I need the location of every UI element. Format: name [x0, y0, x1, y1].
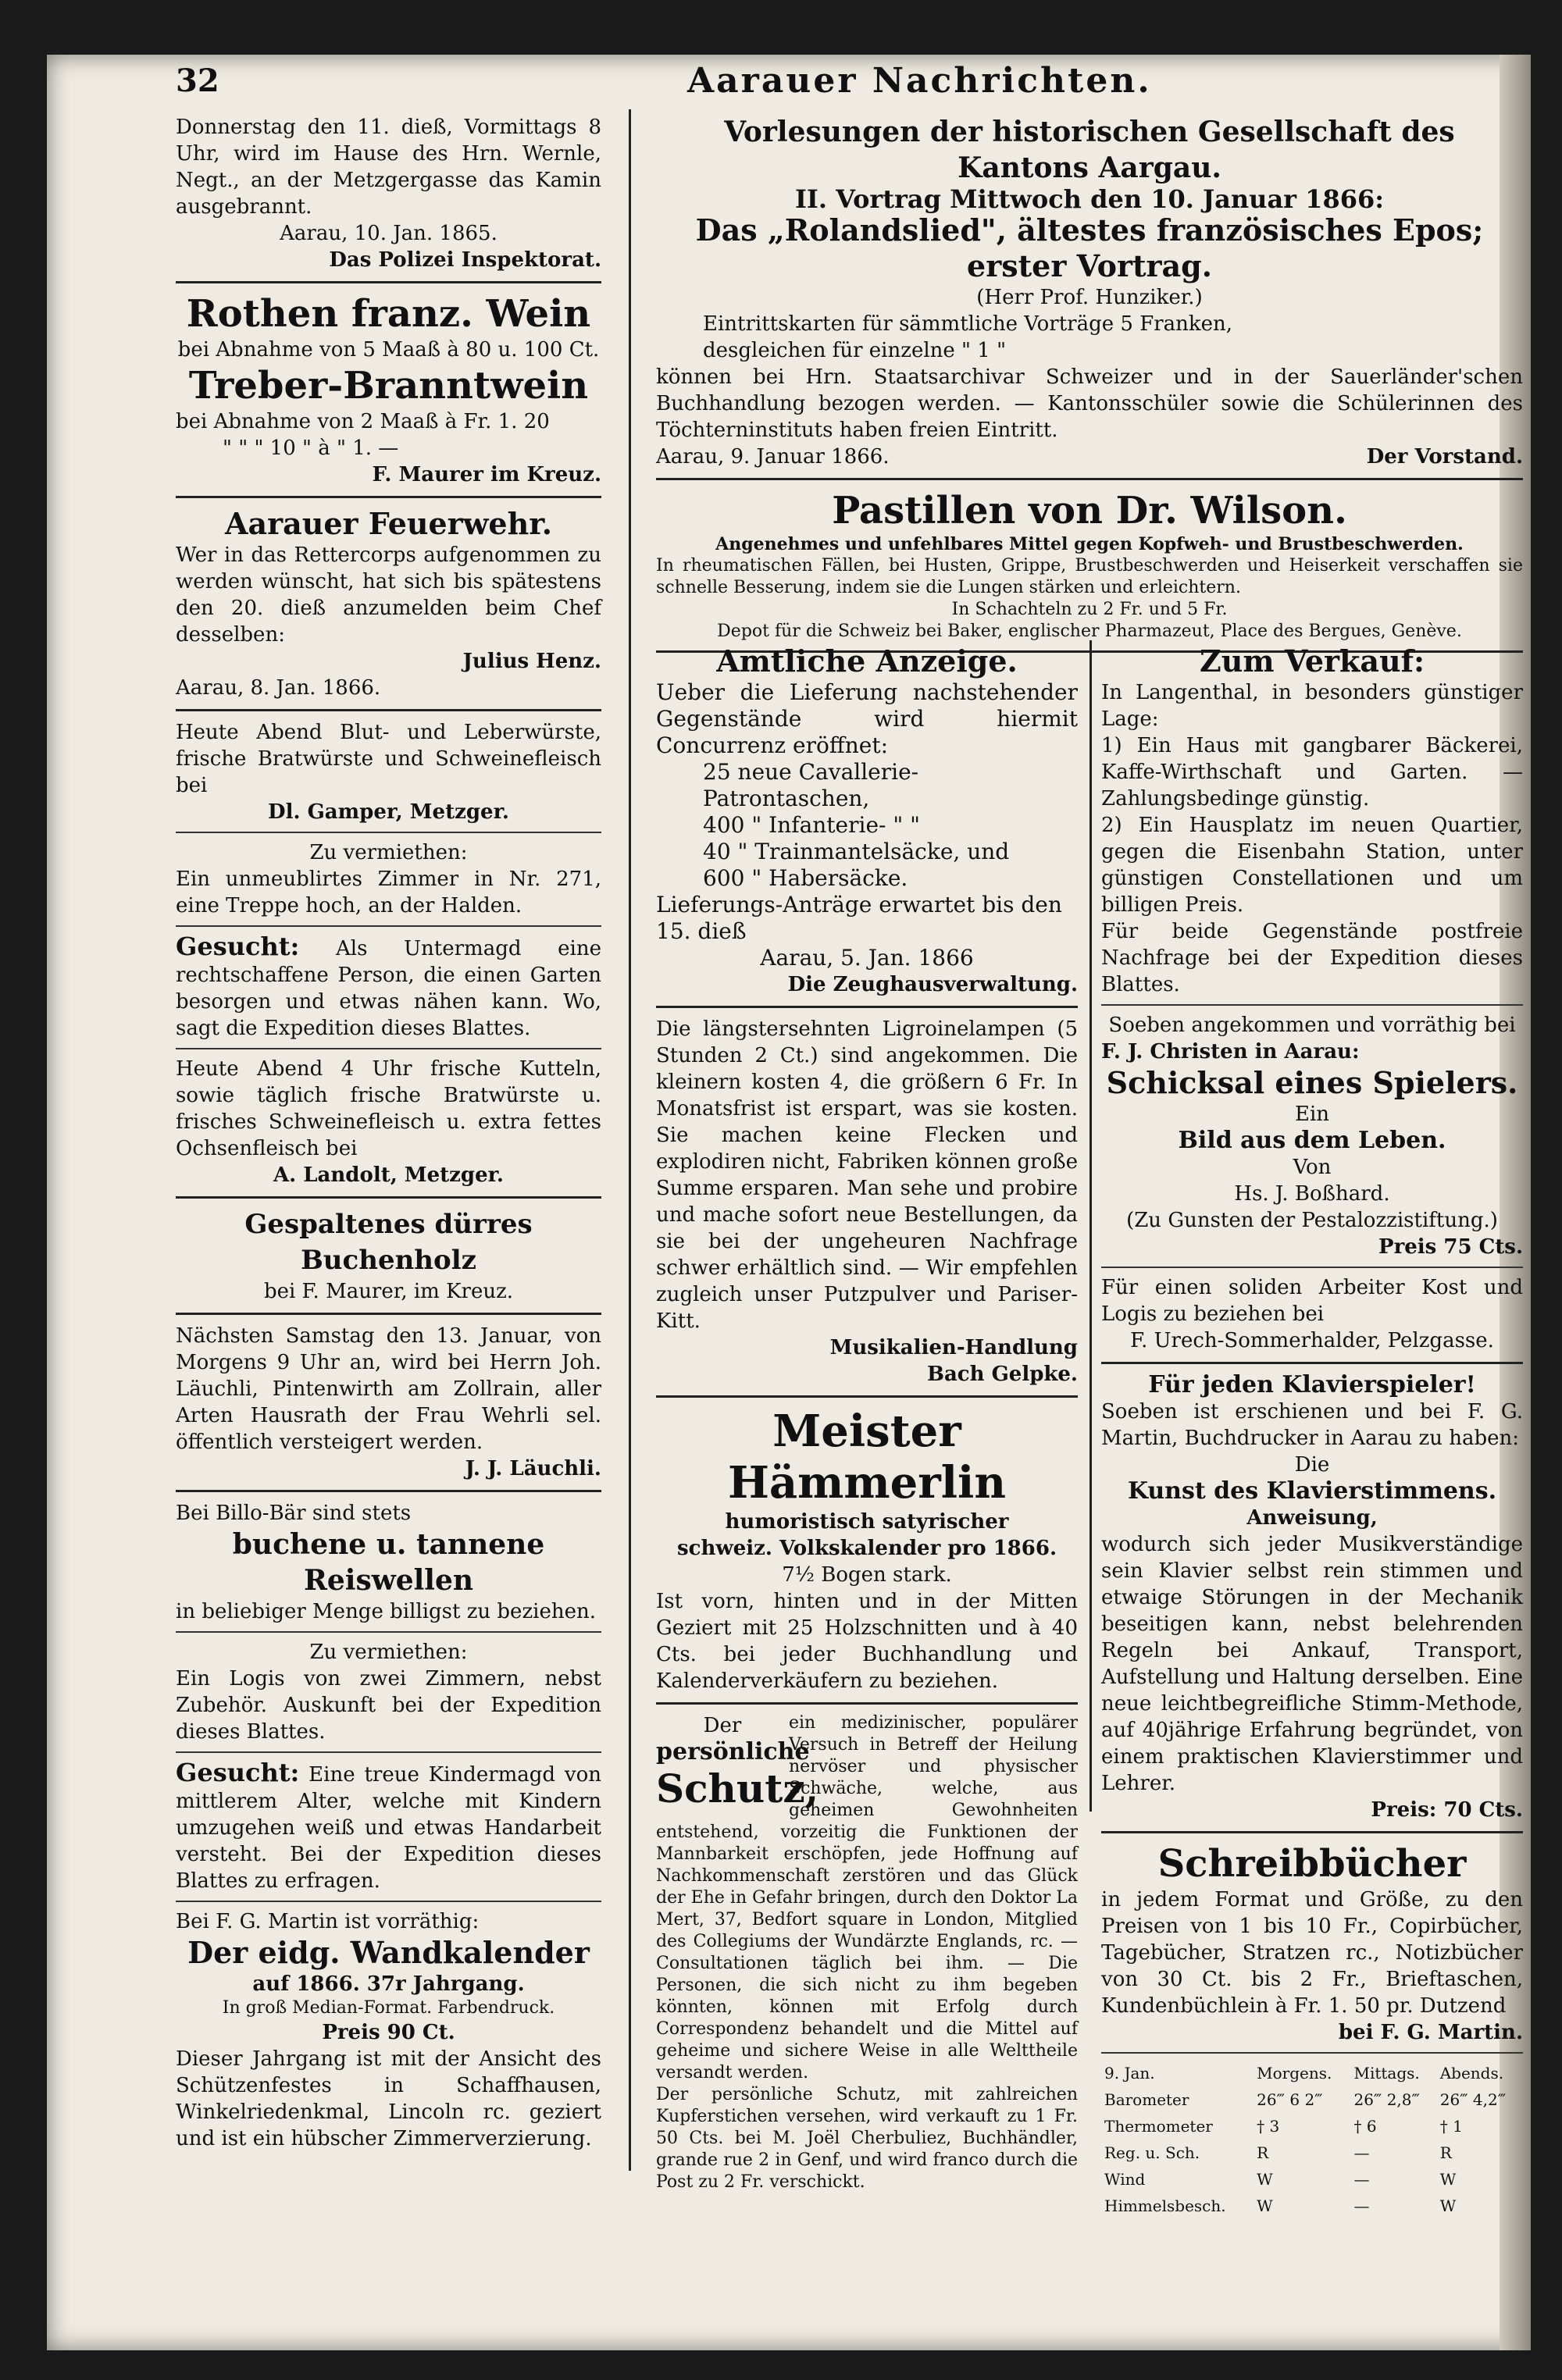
ad-date: Aarau, 5. Jan. 1866 [760, 945, 974, 971]
ad-signature: F. Maurer im Kreuz. [372, 463, 601, 486]
ad-text: Heute Abend 4 Uhr frische Kutteln, sowie täglich frische Bratwürste u. frisches Schweinefleisch u. extra fettes Ochsenfleisch bei [176, 1057, 601, 1160]
ad-price: Preis: 70 Cts. [1371, 1798, 1523, 1822]
ad-text: desgleichen für einzelne " 1 " [703, 339, 1007, 362]
ad-signature: Dl. Gamper, Metzger. [268, 800, 509, 824]
ad-title: Der eidg. Wandkalender [187, 1935, 590, 1970]
ad-head: Gesucht: [176, 1758, 300, 1787]
ad-description: wodurch sich jeder Musikverständige sein Klavier selbst rein stimmen und etwaige Störungen in der Mechanik beseitigen kann, nebst belehrenden Regeln bei Ankauf, Transport, Aufstellung und Haltung derselben. Eine neue leichtbegreifliche Stimm-Methode, auf 40jährige Erfahrung begründet, von einem praktischen Klavierstimmer und Lehrer. [1101, 1533, 1523, 1795]
column-2-right [1101, 639, 1523, 2219]
weather-cell: Reg. u. Sch. [1104, 2143, 1200, 2162]
ad-text: ein medizinischer, populärer Versuch in Betreff der Heilung nervöser und physischer Schwäche, welche, aus geheimen Gewohnheiten entstehend, vorzeitig die Funktionen der Mannbarkeit erschöpfen, jede Hoffnung auf Nachkommenschaft zerstören und das Glück der Ehe in Gefahr bringen, durch den Doktor La Mert, 37, Bedfort square in London, Mitglied des Collegiums der Wundärzte Englands, rc. — Consultationen täglich bei ihm. — Die Personen, die sich nicht zu ihm begeben könnten, können mit Erfolg durch Correspondenz behandelt und die Mittel auf geheime und sichere Weise in alle Welttheile versandt werden. [656, 1713, 1078, 2082]
weather-row [1101, 2193, 1523, 2219]
ad-author: Hs. J. Boßhard. [1234, 1182, 1390, 1206]
ad-text: Soeben angekommen und vorräthig bei [1108, 1014, 1516, 1037]
ad-signature: J. J. Läuchli. [465, 1457, 601, 1480]
ad-book-gambler [1101, 1012, 1523, 1260]
ad-signature: Die Zeughausverwaltung. [787, 973, 1078, 996]
weather-cell: W [1439, 2170, 1457, 2189]
ad-title: Zu vermiethen: [309, 1641, 468, 1664]
ad-depot: Depot für die Schweiz bei Baker, englischer Pharmazeut, Place des Bergues, Genève. [717, 622, 1462, 641]
ad-almanac [656, 1406, 1078, 1694]
weather-row [1101, 2140, 1523, 2166]
ad-speaker: (Herr Prof. Hunziker.) [976, 286, 1203, 309]
ad-topic: Das „Rolandslied", ältestes französisches Epos; erster Vortrag. [695, 212, 1484, 283]
ad-notebooks [1101, 1841, 1523, 2046]
ad-title: Aarauer Feuerwehr. [225, 506, 552, 541]
ad-text: bei Abnahme von 5 Maaß à 80 u. 100 Ct. [177, 338, 600, 362]
ad-title: Rothen franz. Wein [186, 292, 591, 336]
ad-for-sale [1101, 643, 1523, 998]
ad-book: Kunst des Klavierstimmens. [1127, 1477, 1497, 1505]
divider [176, 1901, 601, 1902]
weather-table [1101, 2060, 1523, 2219]
ad-text: Als Untermagd eine rechtschaffene Person, die einen Garten besorgen und etwas nähen kann. Wo, sagt die Expedition dieses Blattes. [176, 937, 601, 1040]
ad-brushwood [176, 1500, 601, 1625]
ad-sub: Ein [1294, 1103, 1330, 1126]
ad-signature: Der Vorstand. [1366, 445, 1523, 469]
ad-butcher-gamper [176, 719, 601, 825]
weather-header-row [1101, 2060, 1523, 2086]
ad-date: Aarau, 10. Jan. 1865. [280, 222, 497, 245]
ad-text: Wer in das Rettercorps aufgenommen zu werden wünscht, hat sich bis spätestens den 20. dieß anzumelden beim Chef desselben: [176, 543, 601, 647]
ad-signature: bei F. Maurer, im Kreuz. [263, 1280, 514, 1303]
ad-title: Für jeden Klavierspieler! [1148, 1371, 1476, 1398]
ad-format: In groß Median-Format. Farbendruck. [222, 1998, 555, 2018]
ad-lamps [656, 1016, 1078, 1388]
ad-signature-2: Bach Gelpke. [926, 1363, 1078, 1386]
ad-signature: bei F. G. Martin. [1338, 2021, 1523, 2044]
weather-header-cell: Morgens. [1257, 2064, 1332, 2082]
weather-cell: 26‴ 6 2‴ [1257, 2090, 1323, 2109]
ad-price: In Schachteln zu 2 Fr. und 5 Fr. [951, 600, 1228, 619]
ad-wanted-nanny [176, 1759, 601, 1894]
ad-subtitle: II. Vortrag Mittwoch den 10. Januar 1866: [794, 184, 1385, 214]
ad-official-notice [656, 643, 1078, 998]
ad-head [656, 1712, 819, 1812]
ad-signature: A. Landolt, Metzger. [273, 1163, 504, 1187]
divider [176, 1631, 601, 1633]
ad-signature: F. Urech-Sommerhalder, Pelzgasse. [1130, 1329, 1494, 1352]
ad-text: Ein unmeublirtes Zimmer in Nr. 271, eine Treppe hoch, an der Halden. [176, 868, 601, 917]
ad-piano-tuning [1101, 1372, 1523, 1823]
ad-item: 25 neue Cavallerie-Patrontaschen, [703, 759, 919, 811]
ad-chimney [176, 114, 601, 273]
weather-cell: W [1257, 2197, 1273, 2215]
ad-title: buchene u. tannene Reiswellen [232, 1528, 545, 1597]
ad-pastilles [656, 488, 1523, 643]
weather-header-cell: 9. Jan. [1104, 2064, 1155, 2082]
ad-note: (Zu Gunsten der Pestalozzistiftung.) [1126, 1209, 1498, 1232]
ad-text: Eine treue Kindermagd von mittlerem Alter, welche mit Kindern umzugehen weiß und etwas Handarbeit versteht. Bei der Expedition dieses Blattes zu erfragen. [176, 1763, 602, 1893]
ad-subtitle: humoristisch satyrischer [725, 1510, 1009, 1534]
divider [176, 1751, 601, 1753]
ad-line: bei Abnahme von 2 Maaß à Fr. 1. 20 [176, 410, 550, 433]
weather-cell: Himmelsbesch. [1104, 2197, 1226, 2215]
weather-row [1101, 2086, 1523, 2113]
ad-text: Bei Billo-Bär sind stets [176, 1502, 412, 1525]
ad-price: Preis 90 Ct. [322, 2021, 455, 2044]
ad-sub-3: Von [1293, 1156, 1332, 1179]
ad-wine [176, 291, 601, 488]
weather-cell: 26‴ 2,8‴ [1353, 2090, 1420, 2109]
ad-signature: Julius Henz. [462, 650, 601, 673]
ad-subtitle-2: schweiz. Volkskalender pro 1866. [676, 1537, 1057, 1560]
ad-title: Gespaltenes dürres Buchenholz [244, 1209, 533, 1276]
ad-item: 400 " Infanterie- " " [703, 812, 921, 838]
weather-cell: Barometer [1104, 2090, 1189, 2109]
divider [656, 1006, 1078, 1008]
ad-subtitle: auf 1866. 37r Jahrgang. [252, 1972, 525, 1996]
weather-cell: W [1257, 2170, 1273, 2189]
ad-text: In rheumatischen Fällen, bei Husten, Grippe, Brustbeschwerden und Heiserkeit verschaffen sie schnelle Besserung, indem sie die Lungen stärken und erleichtern. [656, 556, 1523, 597]
divider [1101, 1004, 1523, 1006]
divider [176, 1490, 601, 1492]
ad-text: Heute Abend Blut- und Leberwürste, frische Bratwürste und Schweinefleisch bei [176, 721, 601, 797]
column-2-top [656, 109, 1523, 661]
newspaper-title: Aarauer Nachrichten. [687, 61, 1152, 101]
divider [176, 832, 601, 833]
divider [176, 1313, 601, 1315]
divider [656, 478, 1523, 480]
ad-title: Schicksal eines Spielers. [1106, 1065, 1518, 1100]
divider [176, 709, 601, 711]
weather-cell: R [1439, 2143, 1452, 2162]
weather-header-cell: Abends. [1439, 2064, 1504, 2082]
ad-text: Die längstersehnten Ligroinelampen (5 Stunden 2 Ct.) sind angekommen. Die kleinern kosten 4, die größern 6 Fr. In Monatsfrist ist erspart, was sie kosten. Sie machen keine Flecken und explodiren nicht, Fabriken können große Summe ersparen. Man sehe und probire und mache sofort neue Bestellungen, da sie bei der ungeheuren Nachfrage schwer erhältlich sind. — Wir empfehlen zugleich unser Putzpulver und Pariser-Kitt. [656, 1017, 1078, 1333]
ad-text: Für einen soliden Arbeiter Kost und Logis zu beziehen bei [1101, 1276, 1523, 1326]
ad-title: Zum Verkauf: [1200, 643, 1425, 679]
weather-cell: — [1353, 2143, 1370, 2162]
ad-text: Ueber die Lieferung nachstehender Gegenstände wird hiermit Concurrenz eröffnet: [656, 679, 1078, 758]
ad-personal-protection [656, 1712, 1078, 2193]
ad-item: 40 " Trainmantelsäcke, und [703, 839, 1010, 864]
ad-room-rent [176, 839, 601, 919]
weather-cell: W [1439, 2197, 1457, 2215]
ad-text-2: Der persönliche Schutz, mit zahlreichen Kupferstichen versehen, wird verkauft zu 1 Fr. 50 Cts. bei M. Joël Cherbuliez, Buchhändler, grande rue 2 in Genf, und wird franco durch die Post zu 2 Fr. verschickt. [656, 2085, 1078, 2192]
ad-butcher-landolt [176, 1056, 601, 1188]
ad-text: Ein Logis von zwei Zimmern, nebst Zubehör. Auskunft bei der Expedition dieses Blattes. [176, 1667, 601, 1744]
ad-signature: Musikalien-Handlung [829, 1336, 1078, 1359]
ad-lectures [656, 114, 1523, 470]
ad-fire-brigade [176, 506, 601, 701]
ad-text: In Langenthal, in besonders günstiger Lage: [1101, 681, 1523, 731]
ad-date: Aarau, 9. Januar 1866. [656, 445, 890, 469]
divider [1101, 1267, 1523, 1268]
ad-text: Donnerstag den 11. dieß, Vormittags 8 Uhr, wird im Hause des Hrn. Wernle, Negt., an der Metzgergasse das Kamin ausgebrannt. [176, 116, 601, 219]
ad-subtitle: Angenehmes und unfehlbares Mittel gegen Kopfweh- und Brustbeschwerden. [715, 534, 1464, 554]
ad-head: Gesucht: [176, 932, 300, 961]
ad-calendar [176, 1908, 601, 2152]
page-number: 32 [176, 62, 219, 99]
weather-row [1101, 2166, 1523, 2193]
ad-title: Pastillen von Dr. Wilson. [832, 489, 1347, 533]
ad-signature: Das Polizei Inspektorat. [329, 248, 601, 272]
column-2-left [656, 639, 1078, 2198]
ad-board [1101, 1274, 1523, 1354]
ad-footer [656, 444, 1523, 470]
ad-sub-2: Bild aus dem Leben. [1178, 1127, 1446, 1154]
ad-title: Meister Hämmerlin [727, 1406, 1007, 1509]
weather-cell: Thermometer [1104, 2117, 1213, 2136]
ad-text-2: in beliebiger Menge billigst zu beziehen. [176, 1600, 596, 1623]
ad-publisher: F. J. Christen in Aarau: [1101, 1040, 1360, 1064]
weather-header-cell: Mittags. [1353, 2064, 1420, 2082]
divider [1101, 1362, 1523, 1364]
ad-firewood [176, 1206, 601, 1305]
ad-head-3: Schutz, [656, 1765, 819, 1812]
divider [656, 1395, 1078, 1398]
weather-cell: † 3 [1257, 2117, 1280, 2136]
ad-auction [176, 1323, 601, 1482]
ad-description: Dieser Jahrgang ist mit der Ansicht des Schützenfestes in Schaffhausen, Winkelriedenkmal, Lincoln rc. geziert und ist ein hübscher Zimmerverzierung. [176, 2047, 601, 2150]
ad-text: Soeben ist erschienen und bei F. G. Martin, Buchdrucker in Aarau zu haben: [1101, 1400, 1523, 1450]
weather-cell: Wind [1104, 2170, 1146, 2189]
weather-cell: R [1257, 2143, 1269, 2162]
ad-subtitle-3: 7½ Bogen stark. [782, 1563, 952, 1587]
weather-cell: † 1 [1439, 2117, 1463, 2136]
ad-sub: Die [1294, 1453, 1330, 1477]
divider [656, 1702, 1078, 1705]
divider [176, 496, 601, 498]
ad-text-2: Lieferungs-Anträge erwartet bis den 15. dieß [656, 892, 1062, 944]
ad-lodging [176, 1639, 601, 1745]
divider [1101, 1831, 1523, 1833]
ad-head-2: persönliche [656, 1738, 810, 1765]
ad-title: Vorlesungen der historischen Gesellschaft des Kantons Aargau. [724, 116, 1455, 184]
divider [176, 1196, 601, 1199]
divider [176, 925, 601, 927]
ad-text: in jedem Format und Größe, zu den Preisen von 1 bis 10 Fr., Copirbücher, Tagebücher, Stratzen rc., Notizbücher von 30 Ct. bis 2 Fr., Brieftaschen, Kundenbüchlein à Fr. 1. 50 pr. Dutzend [1101, 1888, 1523, 2018]
ad-text: Bei F. G. Martin ist vorräthig: [176, 1910, 480, 1933]
ad-price: Preis 75 Cts. [1378, 1235, 1523, 1259]
ad-head-1: Der [703, 1714, 742, 1737]
divider [176, 1048, 601, 1049]
divider [176, 281, 601, 283]
ad-text: können bei Hrn. Staatsarchivar Schweizer und in der Sauerländer'schen Buchhandlung bezogen werden. — Kantonsschüler sowie die Schülerinnen des Töchterninstituts haben freien Eintritt. [656, 365, 1523, 442]
ad-text-2: Für beide Gegenstände postfreie Nachfrage bei der Expedition dieses Blattes. [1101, 920, 1523, 996]
column-divider-left [629, 109, 631, 2171]
weather-cell: — [1353, 2197, 1370, 2215]
weather-cell: — [1353, 2170, 1370, 2189]
ad-line: " " " 10 " à " 1. — [223, 436, 399, 460]
column-divider-right [1089, 640, 1092, 1812]
ad-item: 2) Ein Hausplatz im neuen Quartier, gegen die Eisenbahn Station, unter günstigen Constellationen und um billigen Preis. [1101, 814, 1523, 917]
weather-cell: † 6 [1353, 2117, 1377, 2136]
ad-title: Amtliche Anzeige. [716, 643, 1018, 679]
ad-text: Eintrittskarten für sämmtliche Vorträge 5 Franken, [703, 312, 1233, 336]
ad-item: 600 " Habersäcke. [703, 865, 908, 891]
ad-text: Ist vorn, hinten und in der Mitten Geziert mit 25 Holzschnitten und à 40 Cts. bei jeder Buchhandlung und Kalenderverkäufern zu beziehen. [656, 1590, 1078, 1693]
weather-row [1101, 2113, 1523, 2140]
ad-date: Aarau, 8. Jan. 1866. [176, 676, 381, 700]
column-1 [176, 109, 601, 2157]
ad-wanted-maid [176, 933, 601, 1042]
divider [1101, 2052, 1523, 2054]
ad-text: Nächsten Samstag den 13. Januar, von Morgens 9 Uhr an, wird bei Herrn Joh. Läuchli, Pintenwirth am Zollrain, aller Arten Hausrath der Frau Wehrli sel. öffentlich versteigert werden. [176, 1324, 601, 1454]
ad-title: Schreibbücher [1157, 1842, 1467, 1886]
ad-title: Zu vermiethen: [309, 841, 468, 864]
ad-item: 1) Ein Haus mit gangbarer Bäckerei, Kaffe-Wirthschaft und Garten. — Zahlungsbedinge günstig. [1101, 734, 1523, 811]
ad-sub-2: Anweisung, [1246, 1506, 1378, 1530]
ad-title-2: Treber-Branntwein [188, 364, 589, 408]
weather-cell: 26‴ 4,2‴ [1439, 2090, 1507, 2109]
